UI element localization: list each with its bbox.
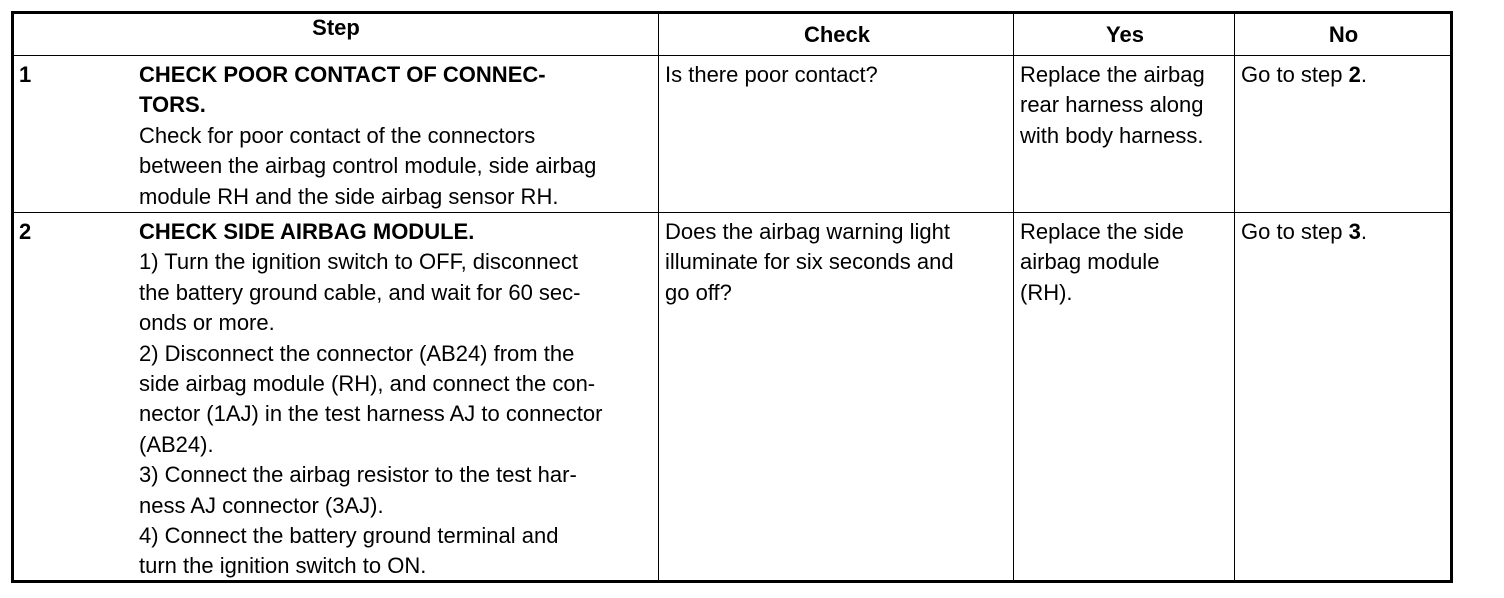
step-body-line: 3) Connect the airbag resistor to the test har- [139, 462, 577, 488]
yes-cell [1014, 56, 1235, 212]
no-step-ref: 3 [1348, 219, 1361, 244]
step-body-line: side airbag module (RH), and connect the con- [139, 371, 596, 397]
step-title-line: CHECK SIDE AIRBAG MODULE. [139, 219, 475, 244]
no-step-ref: 2 [1348, 62, 1361, 87]
check-line: Does the airbag warning light [665, 219, 950, 244]
step-body-line: between the airbag control module, side airbag [139, 153, 597, 179]
step-body-line: 1) Turn the ignition switch to OFF, disconnect [139, 249, 578, 275]
step-title-line: TORS. [139, 92, 206, 118]
step-cell [14, 56, 659, 212]
yes-line: Replace the side [1020, 219, 1184, 244]
step-description [139, 213, 658, 580]
step-body-line: (AB24). [139, 431, 214, 457]
table-row [14, 213, 1450, 580]
table-header-row [14, 14, 1450, 56]
check-cell [659, 56, 1014, 212]
step-number: 2 [19, 219, 32, 244]
check-cell [659, 213, 1014, 580]
no-prefix: Go to step [1241, 219, 1349, 244]
yes-line: Replace the airbag [1020, 62, 1205, 87]
step-body-line: the battery ground cable, and wait for 60 sec- [139, 279, 581, 305]
diagnostic-table [11, 11, 1453, 583]
no-suffix: . [1360, 219, 1367, 244]
step-title-line: CHECK POOR CONTACT OF CONNEC- [139, 62, 546, 87]
yes-line: with body harness. [1020, 122, 1204, 148]
step-body-line: ness AJ connector (3AJ). [139, 492, 384, 518]
header-no: No [1328, 22, 1359, 47]
no-cell [1235, 213, 1450, 580]
step-body-line: module RH and the side airbag sensor RH. [139, 183, 559, 209]
step-body-line: 4) Connect the battery ground terminal and [139, 523, 559, 549]
yes-cell [1014, 213, 1235, 580]
no-cell [1235, 56, 1450, 212]
yes-line: (RH). [1020, 279, 1073, 305]
header-step: Step [14, 14, 659, 55]
step-title [139, 60, 652, 121]
table-row [14, 56, 1450, 213]
step-cell [14, 213, 659, 580]
step-body-line: nector (1AJ) in the test harness AJ to connector [139, 401, 603, 427]
step-number: 1 [19, 62, 32, 87]
check-line: go off? [665, 279, 732, 305]
step-body-line: 2) Disconnect the connector (AB24) from the [139, 340, 575, 366]
step-body-line: Check for poor contact of the connectors [139, 122, 536, 148]
yes-line: airbag module [1020, 249, 1160, 275]
header-yes: Yes [1014, 14, 1235, 55]
header-check: Check [659, 14, 1014, 55]
no-prefix: Go to step [1241, 62, 1349, 87]
step-body-line: onds or more. [139, 310, 275, 336]
check-line: Is there poor contact? [665, 62, 878, 87]
no-suffix: . [1360, 62, 1367, 87]
step-body-line: turn the ignition switch to ON. [139, 553, 427, 579]
yes-line: rear harness along [1020, 92, 1204, 118]
check-line: illuminate for six seconds and [665, 249, 954, 275]
step-title [139, 217, 652, 247]
step-description [139, 56, 658, 212]
